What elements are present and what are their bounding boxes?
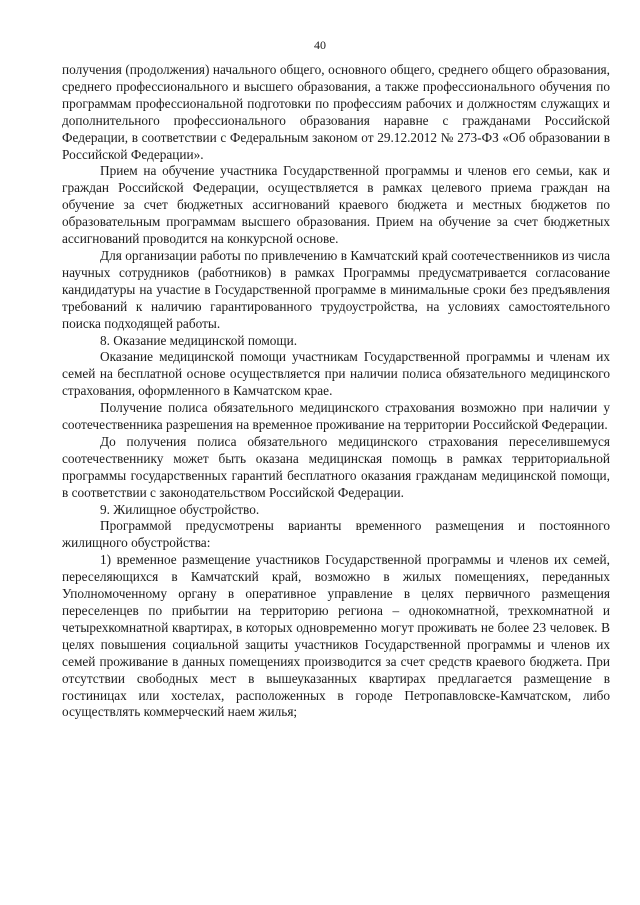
paragraph: Для организации работы по привлечению в Камчатский край соотечественников из числа научных сотрудников (работников) в рамках Программы предусматривается согласование кандидатуры на участие в Государственной программе в минимальные сроки без предъявления требований к наличию гарантированного трудоустройства, на условиях самостоятельного поиска подходящей работы. <box>62 247 610 331</box>
paragraph: До получения полиса обязательного медицинского страхования переселившемуся соотечественнику может быть оказана медицинская помощь в рамках территориальной программы государственных гарантий бесплатного оказания гражданам медицинской помощи, в соответствии с законодательством Российской Федерации. <box>62 433 610 500</box>
section-heading: 8. Оказание медицинской помощи. <box>100 332 298 348</box>
paragraph: Получение полиса обязательного медицинского страхования возможно при наличии у соотечественника разрешения на временное проживание на территории Российской Федерации. <box>62 400 610 433</box>
list-item: 1) временное размещение участников Государственной программы и членов их семей, переселяющихся в Камчатский край, возможно в жилых помещениях, переданных Уполномоченному органу в оперативное управление в целях первичного размещения переселенцев по прибытии на территорию региона – однокомнатной, трехкомнатной и четырехкомнатной квартирах, в которых одновременно могут проживать не более 23 человек. В целях повышения социальной защиты участников Государственной программы и членов их семей проживание в данных помещениях производится за счет средств краевого бюджета. При отсутствии свободных мест в вышеуказанных квартирах предлагается размещение в гостиницах или хостелах, расположенных в городе Петропавловске-Камчатском, либо осуществлять коммерческий наем жилья; <box>62 552 610 720</box>
paragraph: получения (продолжения) начального общего, основного общего, среднего общего образования, среднего профессионального и высшего образования, а также профессионального обучения по программам профессиональной подготовки по профессиям рабочих и должностям служащих и дополнительного профессионального образования наравне с гражданами Российской Федерации, в соответствии с Федеральным законом от 29.12.2012 № 273-ФЗ «Об образовании в Российской Федерации». <box>62 62 610 162</box>
section-heading: 9. Жилищное обустройство. <box>100 501 260 517</box>
page-number: 40 <box>314 38 326 52</box>
page-body <box>62 62 610 721</box>
paragraph: Оказание медицинской помощи участникам Государственной программы и членам их семей на бесплатной основе осуществляется при наличии полиса обязательного медицинского страхования, оформленного в Камчатском крае. <box>62 349 610 399</box>
paragraph: Программой предусмотрены варианты временного размещения и постоянного жилищного обустройства: <box>62 518 610 551</box>
paragraph: Прием на обучение участника Государственной программы и членов его семьи, как и граждан Российской Федерации, осуществляется в рамках целевого приема граждан на обучение за счет бюджетных ассигнований краевого бюджета и местных бюджетов по образовательным программам высшего образования. Прием на обучение за счет бюджетных ассигнований проводится на конкурсной основе. <box>62 163 610 247</box>
